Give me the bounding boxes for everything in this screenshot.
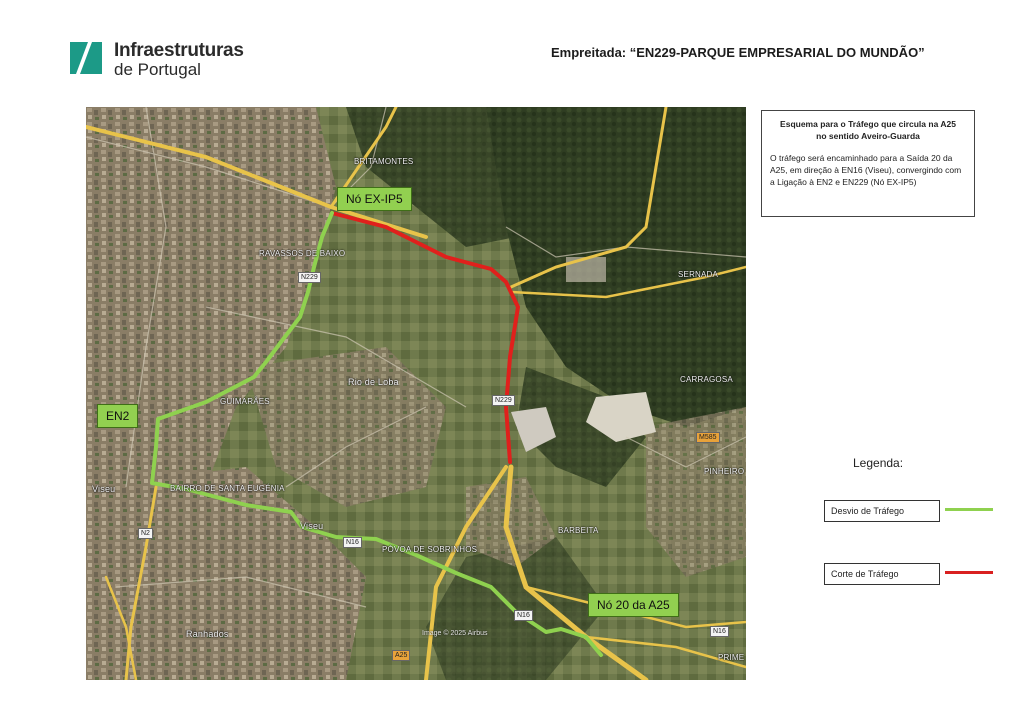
road-shield-a25: A25 <box>392 650 410 661</box>
road-shield-n16: N16 <box>343 537 362 548</box>
callout-no-ex-ip5: Nó EX-IP5 <box>337 187 412 211</box>
place-label: BRITAMONTES <box>354 157 414 166</box>
satellite-map[interactable] <box>86 107 746 680</box>
road-shield-n16: N16 <box>710 626 729 637</box>
legend-item-detour-label: Desvio de Tráfego <box>824 500 940 522</box>
road-shield-m585: M585 <box>696 432 720 443</box>
road-shield-n16: N16 <box>514 610 533 621</box>
place-label: RAVASSOS DE BAIXO <box>259 249 346 258</box>
place-label: Ranhados <box>186 629 229 639</box>
place-label: PINHEIRO <box>704 467 745 476</box>
place-label: BAIRRO DE SANTA EUGÉNIA <box>170 484 285 493</box>
place-label: PRIME <box>718 653 745 662</box>
callout-en2: EN2 <box>97 404 138 428</box>
traffic-info-box <box>761 110 975 217</box>
legend-item-closure-label: Corte de Tráfego <box>824 563 940 585</box>
place-label: BARBEITA <box>558 526 599 535</box>
callout-no-20-a25: Nó 20 da A25 <box>588 593 679 617</box>
logo-text-line2: de Portugal <box>114 60 201 79</box>
road-shield-n2: N2 <box>138 528 153 539</box>
place-label: Viseu <box>92 484 116 494</box>
road-shield-n229: N229 <box>492 395 515 406</box>
ip-logo-icon <box>66 38 106 78</box>
place-label: Viseu <box>300 521 324 531</box>
info-body: O tráfego será encaminhado para a Saída 20 da A25, em direção à EN16 (Viseu), convergindo com a Ligação à EN2 e EN229 (Nó EX-IP5) <box>770 153 962 187</box>
info-title-line2: no sentido Aveiro-Guarda <box>816 131 920 141</box>
legend-title: Legenda: <box>853 456 904 470</box>
info-title-line1: Esquema para o Tráfego que circula na A25 <box>780 119 956 129</box>
place-label: CARRAGOSA <box>680 375 733 384</box>
logo-text-line1: Infraestruturas <box>114 40 244 61</box>
road-shield-n229: N229 <box>298 272 321 283</box>
place-label: PÓVOA DE SOBRINHOS <box>382 545 478 554</box>
place-label: GUIMARÃES <box>220 397 270 406</box>
legend-detour-line <box>945 508 993 511</box>
legend-closure-line <box>945 571 993 574</box>
page-title: Empreitada: “EN229-PARQUE EMPRESARIAL DO MUNDÃO” <box>551 45 925 60</box>
infraestruturas-logo <box>66 38 246 82</box>
map-credit: Image © 2025 Airbus <box>422 630 488 637</box>
place-label: SERNADA <box>678 270 719 279</box>
place-label: Rio de Loba <box>348 377 399 387</box>
